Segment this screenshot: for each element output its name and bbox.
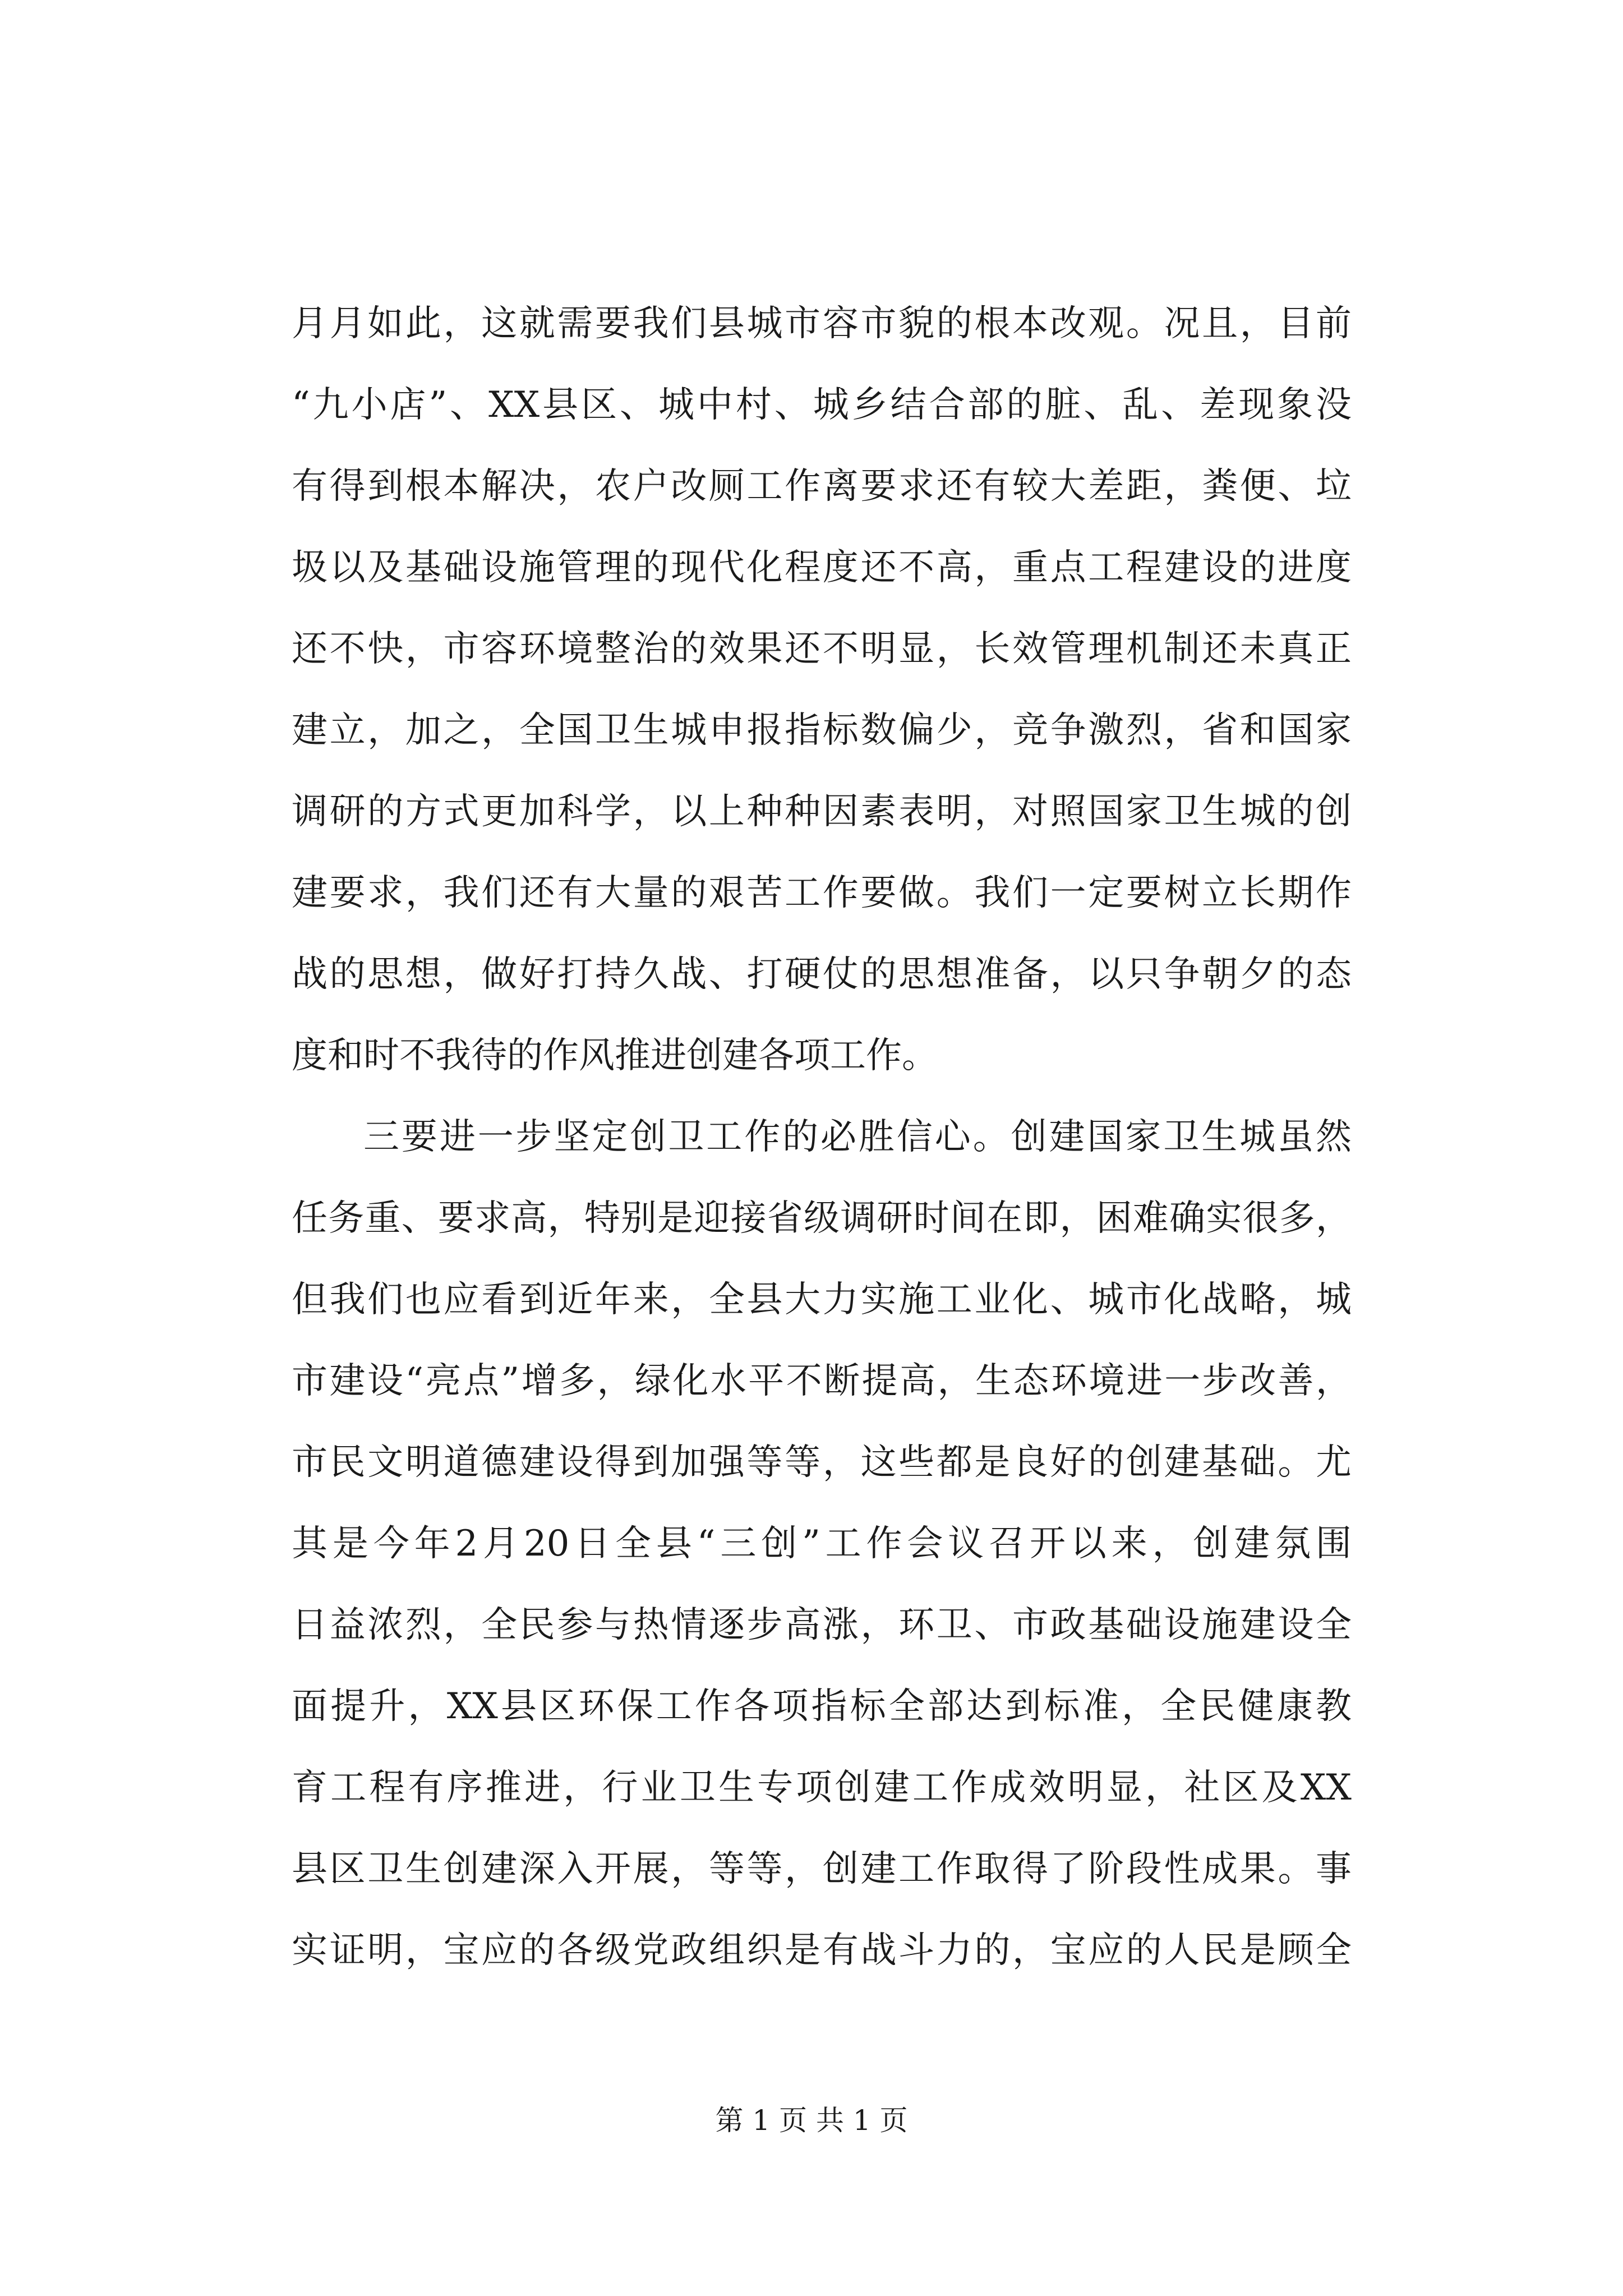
body-text [292,283,1352,1991]
text-line: “九小店”、XX县区、城中村、城乡结合部的脏、乱、差现象没 [292,384,1352,426]
text-line: 其是今年2月20日全县“三创”工作会议召开以来，创建氛围 [292,1523,1352,1565]
text-line: 战的思想，做好打持久战、打硬仗的思想准备，以只争朝夕的态 [292,954,1352,995]
text-line: 市建设“亮点”增多，绿化水平不断提高，生态环境进一步改善， [292,1360,1352,1402]
text-line: 度和时不我待的作风推进创建各项工作。 [292,1035,938,1076]
text-line: 还不快，市容环境整治的效果还不明显，长效管理机制还未真正 [292,628,1352,670]
text-line: 圾以及基础设施管理的现代化程度还不高，重点工程建设的进度 [292,547,1352,588]
text-line: 任务重、要求高，特别是迎接省级调研时间在即，困难确实很多， [292,1198,1352,1239]
text-line: 调研的方式更加科学，以上种种因素表明，对照国家卫生城的创 [292,791,1352,832]
text-line: 育工程有序推进，行业卫生专项创建工作成效明显，社区及XX [292,1767,1352,1809]
text-line: 建立，加之，全国卫生城申报指标数偏少，竞争激烈，省和国家 [292,710,1352,751]
text-line: 三要进一步坚定创卫工作的必胜信心。创建国家卫生城虽然 [363,1116,1352,1158]
text-line: 面提升，XX县区环保工作各项指标全部达到标准，全民健康教 [292,1686,1352,1727]
text-line: 月月如此，这就需要我们县城市容市貌的根本改观。况且，目前 [292,303,1352,344]
page-footer: 第 1 页 共 1 页 [715,2104,908,2137]
text-line: 县区卫生创建深入开展，等等，创建工作取得了阶段性成果。事 [292,1848,1352,1890]
text-line: 日益浓烈，全民参与热情逐步高涨，环卫、市政基础设施建设全 [292,1604,1352,1646]
text-line: 有得到根本解决，农户改厕工作离要求还有较大差距，粪便、垃 [292,466,1352,507]
text-line: 建要求，我们还有大量的艰苦工作要做。我们一定要树立长期作 [292,872,1352,914]
text-line: 但我们也应看到近年来，全县大力实施工业化、城市化战略，城 [292,1279,1352,1320]
text-line: 实证明，宝应的各级党政组织是有战斗力的，宝应的人民是顾全 [292,1930,1352,1971]
text-line: 市民文明道德建设得到加强等等，这些都是良好的创建基础。尤 [292,1442,1352,1483]
